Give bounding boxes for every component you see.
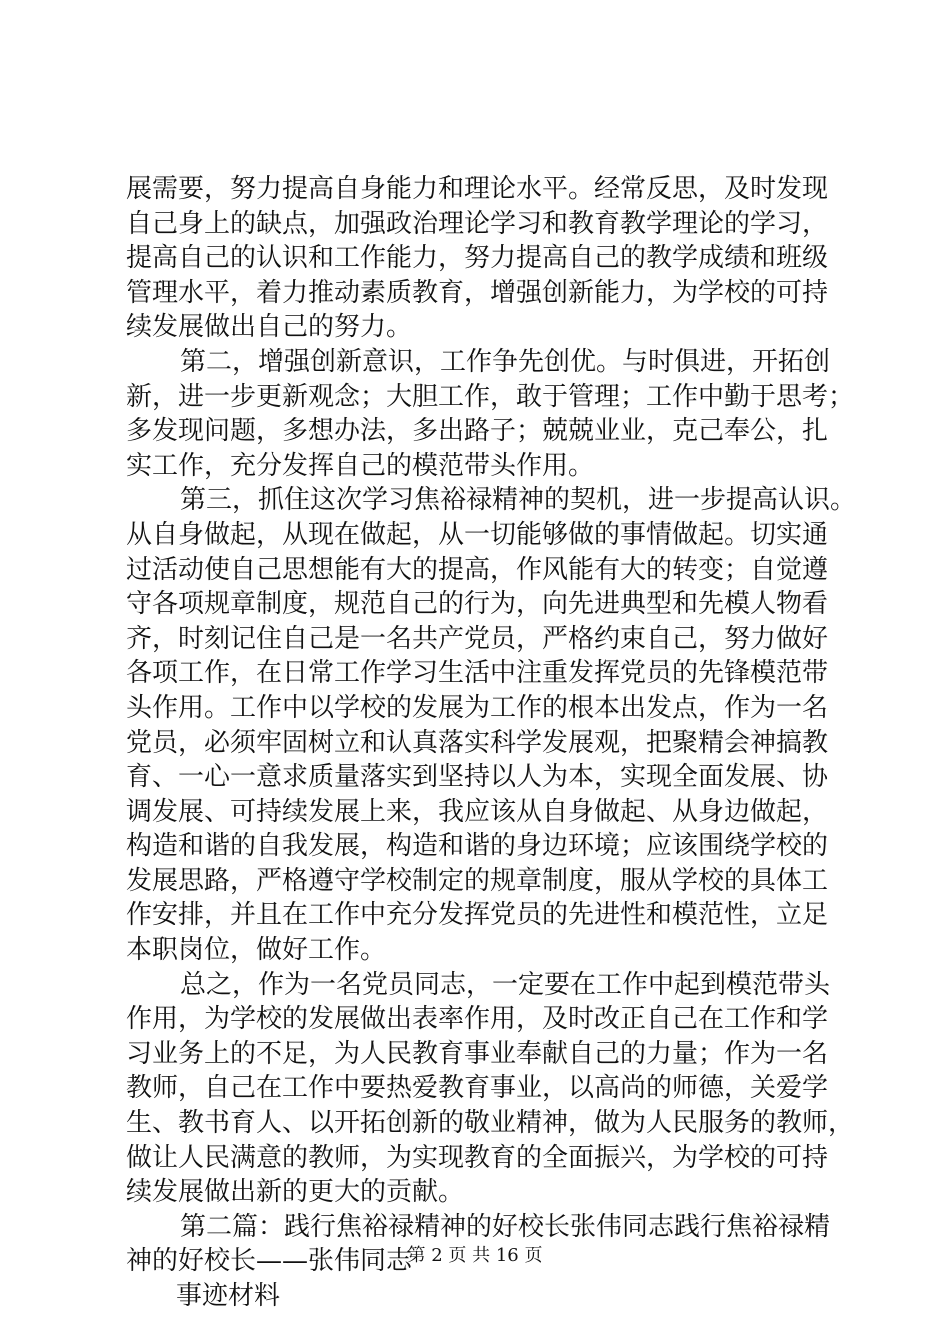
text-line: 党员，必须牢固树立和认真落实科学发展观，把聚精会神搞教 bbox=[126, 727, 829, 758]
text-line: 提高自己的认识和工作能力，努力提高自己的教学成绩和班级 bbox=[126, 243, 829, 274]
text-line: 各项工作，在日常工作学习生活中注重发挥党员的先锋模范带 bbox=[126, 658, 829, 689]
paragraph-start-line: 总之，作为一名党员同志，一定要在工作中起到模范带头 bbox=[180, 969, 831, 1000]
paragraph-start-line: 第三，抓住这次学习焦裕禄精神的契机，进一步提高认识。 bbox=[180, 485, 857, 516]
text-line: 从自身做起，从现在做起，从一切能够做的事情做起。切实通 bbox=[126, 519, 829, 550]
section-subheading: 事迹材料 bbox=[176, 1281, 281, 1311]
text-line: 齐，时刻记住自己是一名共产党员，严格约束自己，努力做好 bbox=[126, 623, 829, 654]
text-line: 教师，自己在工作中要热爱教育事业，以高尚的师德，关爱学 bbox=[126, 1073, 829, 1104]
section-heading-line: 神的好校长——张伟同志 bbox=[126, 1246, 413, 1277]
text-line: 续发展做出自己的努力。 bbox=[126, 312, 413, 343]
section-heading-line: 第二篇：践行焦裕禄精神的好校长张伟同志践行焦裕禄精 bbox=[180, 1211, 831, 1242]
text-line: 育、一心一意求质量落实到坚持以人为本，实现全面发展、协 bbox=[126, 762, 829, 793]
paragraph-start-line: 第二，增强创新意识，工作争先创优。与时俱进，开拓创 bbox=[180, 346, 831, 377]
text-line: 展需要，努力提高自身能力和理论水平。经常反思，及时发现 bbox=[126, 174, 829, 204]
text-line: 调发展、可持续发展上来，我应该从自身做起、从身边做起， bbox=[126, 796, 829, 827]
text-line: 头作用。工作中以学校的发展为工作的根本出发点，作为一名 bbox=[126, 692, 829, 723]
page-footer bbox=[0, 1244, 950, 1268]
text-line: 过活动使自己思想能有大的提高，作风能有大的转变；自觉遵 bbox=[126, 554, 829, 585]
text-line: 作用，为学校的发展做出表率作用，及时改正自己在工作和学 bbox=[126, 1004, 829, 1035]
text-line: 习业务上的不足，为人民教育事业奉献自己的力量；作为一名 bbox=[126, 1038, 829, 1069]
text-line: 新，进一步更新观念；大胆工作，敢于管理；工作中勤于思考； bbox=[126, 381, 855, 412]
text-line: 生、教书育人、以开拓创新的敬业精神，做为人民服务的教师， bbox=[126, 1108, 855, 1139]
text-line: 守各项规章制度，规范自己的行为，向先进典型和先模人物看 bbox=[126, 589, 829, 620]
page-number: 第 2 页 共 16 页 bbox=[407, 1245, 543, 1266]
text-line: 自己身上的缺点，加强政治理论学习和教育教学理论的学习， bbox=[126, 208, 829, 239]
text-line: 作安排，并且在工作中充分发挥党员的先进性和模范性，立足 bbox=[126, 900, 829, 931]
text-line: 管理水平，着力推动素质教育，增强创新能力，为学校的可持 bbox=[126, 277, 829, 308]
text-line: 实工作，充分发挥自己的模范带头作用。 bbox=[126, 450, 595, 481]
text-line: 本职岗位，做好工作。 bbox=[126, 935, 387, 966]
body-text bbox=[126, 172, 857, 1314]
text-line: 做让人民满意的教师，为实现教育的全面振兴，为学校的可持 bbox=[126, 1142, 829, 1173]
text-line: 续发展做出新的更大的贡献。 bbox=[126, 1177, 465, 1208]
text-line: 构造和谐的自我发展，构造和谐的身边环境；应该围绕学校的 bbox=[126, 831, 829, 862]
text-line: 发展思路，严格遵守学校制定的规章制度，服从学校的具体工 bbox=[126, 865, 829, 896]
text-line: 多发现问题，多想办法，多出路子；兢兢业业，克己奉公，扎 bbox=[126, 416, 829, 447]
